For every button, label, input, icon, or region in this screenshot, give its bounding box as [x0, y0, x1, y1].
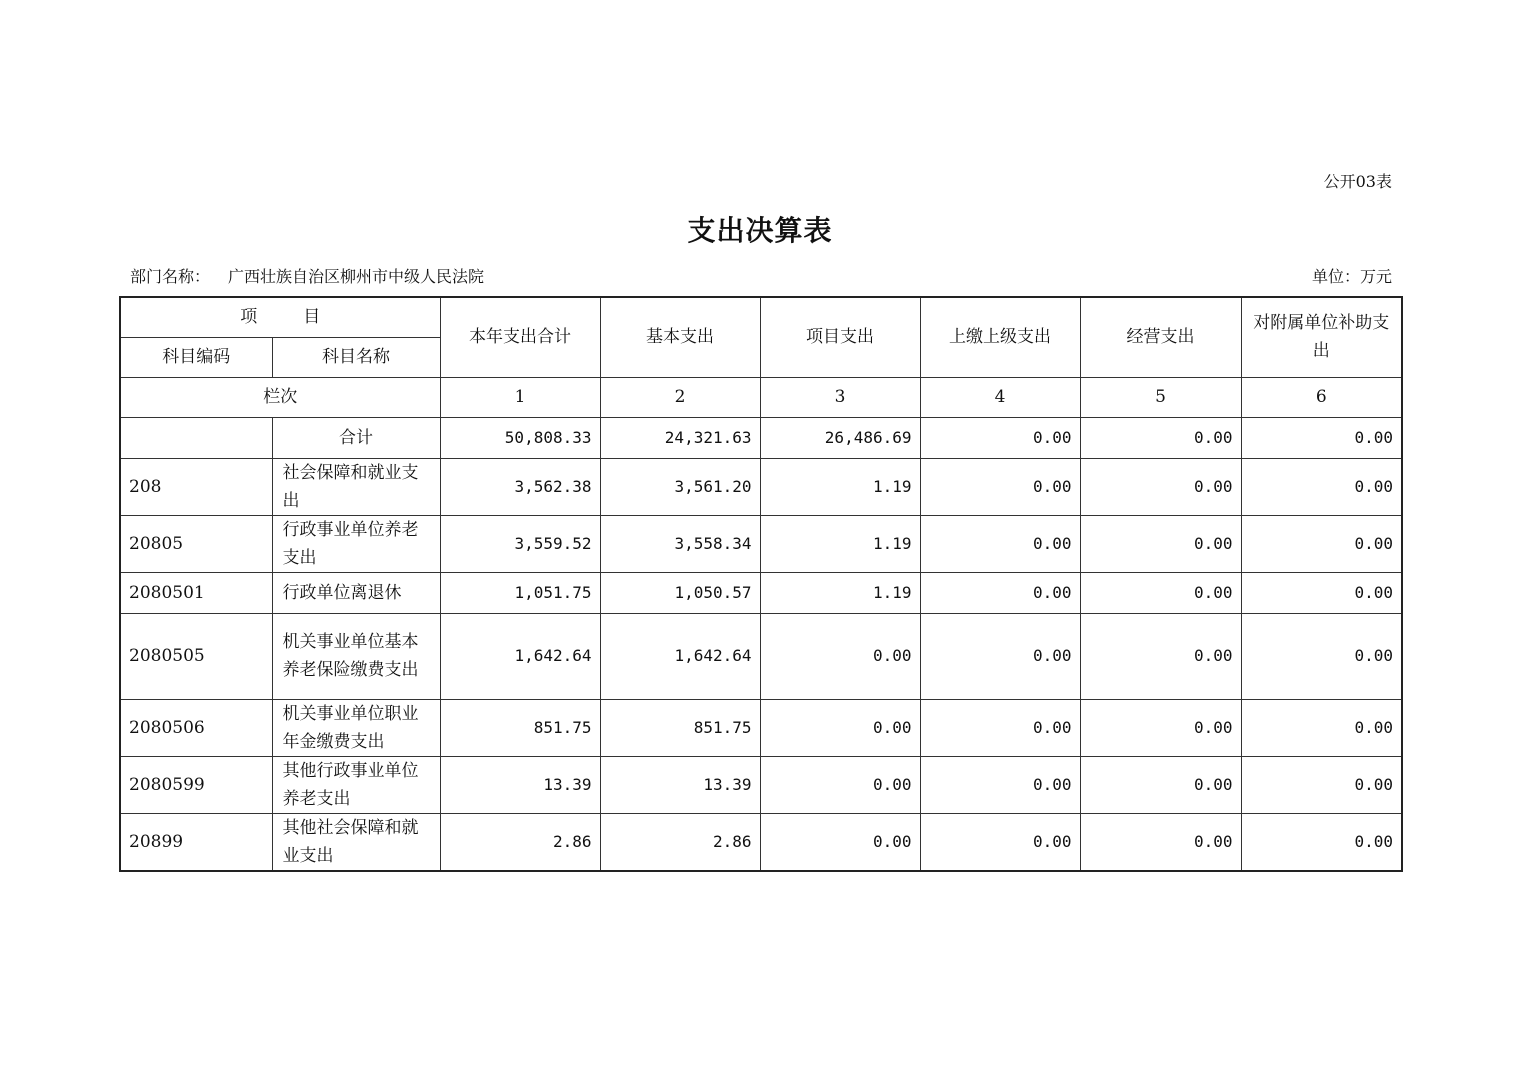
page-title: 支出决算表	[687, 214, 833, 247]
header-subject-name: 科目名称	[272, 337, 440, 377]
total-value: 0.00	[1080, 417, 1241, 458]
subject-name: 其他社会保障和就业支出	[272, 813, 440, 871]
department-line	[130, 265, 484, 289]
amount-cell: 0.00	[1241, 613, 1402, 699]
amount-cell: 0.00	[1241, 458, 1402, 515]
amount-cell: 3,559.52	[440, 515, 600, 572]
amount-cell: 0.00	[760, 756, 920, 813]
amount-cell: 3,561.20	[600, 458, 760, 515]
column-number: 2	[600, 377, 760, 417]
column-number: 1	[440, 377, 600, 417]
department-label: 部门名称：	[130, 267, 211, 286]
total-value: 0.00	[1241, 417, 1402, 458]
header-subject-code: 科目编码	[120, 337, 272, 377]
amount-cell: 0.00	[920, 699, 1080, 756]
amount-cell: 0.00	[1080, 613, 1241, 699]
form-number: 公开03表	[1323, 172, 1392, 191]
header-col-2: 基本支出	[600, 297, 760, 377]
subject-code: 2080506	[120, 699, 272, 756]
amount-cell: 13.39	[600, 756, 760, 813]
total-value: 24,321.63	[600, 417, 760, 458]
total-value: 0.00	[920, 417, 1080, 458]
column-number: 5	[1080, 377, 1241, 417]
subject-code: 20899	[120, 813, 272, 871]
column-number: 3	[760, 377, 920, 417]
column-number: 6	[1241, 377, 1402, 417]
table-row	[120, 572, 1402, 613]
header-item-b: 目	[303, 307, 321, 328]
amount-cell: 0.00	[920, 756, 1080, 813]
amount-cell: 1.19	[760, 515, 920, 572]
amount-cell: 3,558.34	[600, 515, 760, 572]
subject-name: 行政事业单位养老支出	[272, 515, 440, 572]
column-number-label: 栏次	[120, 377, 440, 417]
amount-cell: 3,562.38	[440, 458, 600, 515]
amount-cell: 2.86	[600, 813, 760, 871]
amount-cell: 2.86	[440, 813, 600, 871]
amount-cell: 13.39	[440, 756, 600, 813]
subject-name: 社会保障和就业支出	[272, 458, 440, 515]
amount-cell: 1,642.64	[600, 613, 760, 699]
amount-cell: 0.00	[1241, 515, 1402, 572]
subject-name: 其他行政事业单位养老支出	[272, 756, 440, 813]
total-value: 50,808.33	[440, 417, 600, 458]
amount-cell: 0.00	[1241, 756, 1402, 813]
amount-cell: 0.00	[1080, 572, 1241, 613]
amount-cell: 0.00	[920, 813, 1080, 871]
amount-cell: 0.00	[1080, 813, 1241, 871]
amount-cell: 0.00	[920, 515, 1080, 572]
amount-cell: 0.00	[920, 458, 1080, 515]
header-col-5: 经营支出	[1080, 297, 1241, 377]
subject-code: 208	[120, 458, 272, 515]
header-col-4: 上缴上级支出	[920, 297, 1080, 377]
header-col-6: 对附属单位补助支出	[1241, 297, 1402, 377]
amount-cell: 0.00	[920, 613, 1080, 699]
total-code-cell	[120, 417, 272, 458]
table-row	[120, 458, 1402, 515]
amount-cell: 0.00	[1080, 699, 1241, 756]
subject-code: 2080599	[120, 756, 272, 813]
amount-cell: 0.00	[760, 613, 920, 699]
amount-cell: 0.00	[1080, 458, 1241, 515]
amount-cell: 0.00	[920, 572, 1080, 613]
amount-cell: 1,642.64	[440, 613, 600, 699]
column-number-row	[120, 377, 1402, 417]
table-row	[120, 515, 1402, 572]
total-value: 26,486.69	[760, 417, 920, 458]
total-label: 合计	[272, 417, 440, 458]
subject-name: 行政单位离退休	[272, 572, 440, 613]
amount-cell: 0.00	[760, 813, 920, 871]
column-number: 4	[920, 377, 1080, 417]
amount-cell: 1.19	[760, 458, 920, 515]
subject-code: 2080505	[120, 613, 272, 699]
amount-cell: 0.00	[1241, 572, 1402, 613]
subject-name: 机关事业单位基本养老保险缴费支出	[272, 613, 440, 699]
table-row	[120, 813, 1402, 871]
amount-cell: 0.00	[760, 699, 920, 756]
total-row	[120, 417, 1402, 458]
header-col-1: 本年支出合计	[440, 297, 600, 377]
amount-cell: 0.00	[1241, 699, 1402, 756]
table-row	[120, 756, 1402, 813]
header-item	[120, 297, 440, 337]
subject-name: 机关事业单位职业年金缴费支出	[272, 699, 440, 756]
subject-code: 2080501	[120, 572, 272, 613]
subject-code: 20805	[120, 515, 272, 572]
amount-cell: 851.75	[440, 699, 600, 756]
department-name: 广西壮族自治区柳州市中级人民法院	[228, 267, 485, 286]
amount-cell: 0.00	[1241, 813, 1402, 871]
header-col-3: 项目支出	[760, 297, 920, 377]
header-item-a: 项	[240, 307, 258, 328]
unit-label: 单位：万元	[1311, 267, 1392, 286]
expenditure-table	[119, 296, 1403, 872]
amount-cell: 1.19	[760, 572, 920, 613]
amount-cell: 0.00	[1080, 515, 1241, 572]
table-row	[120, 613, 1402, 699]
amount-cell: 0.00	[1080, 756, 1241, 813]
amount-cell: 851.75	[600, 699, 760, 756]
table-row	[120, 699, 1402, 756]
amount-cell: 1,051.75	[440, 572, 600, 613]
amount-cell: 1,050.57	[600, 572, 760, 613]
